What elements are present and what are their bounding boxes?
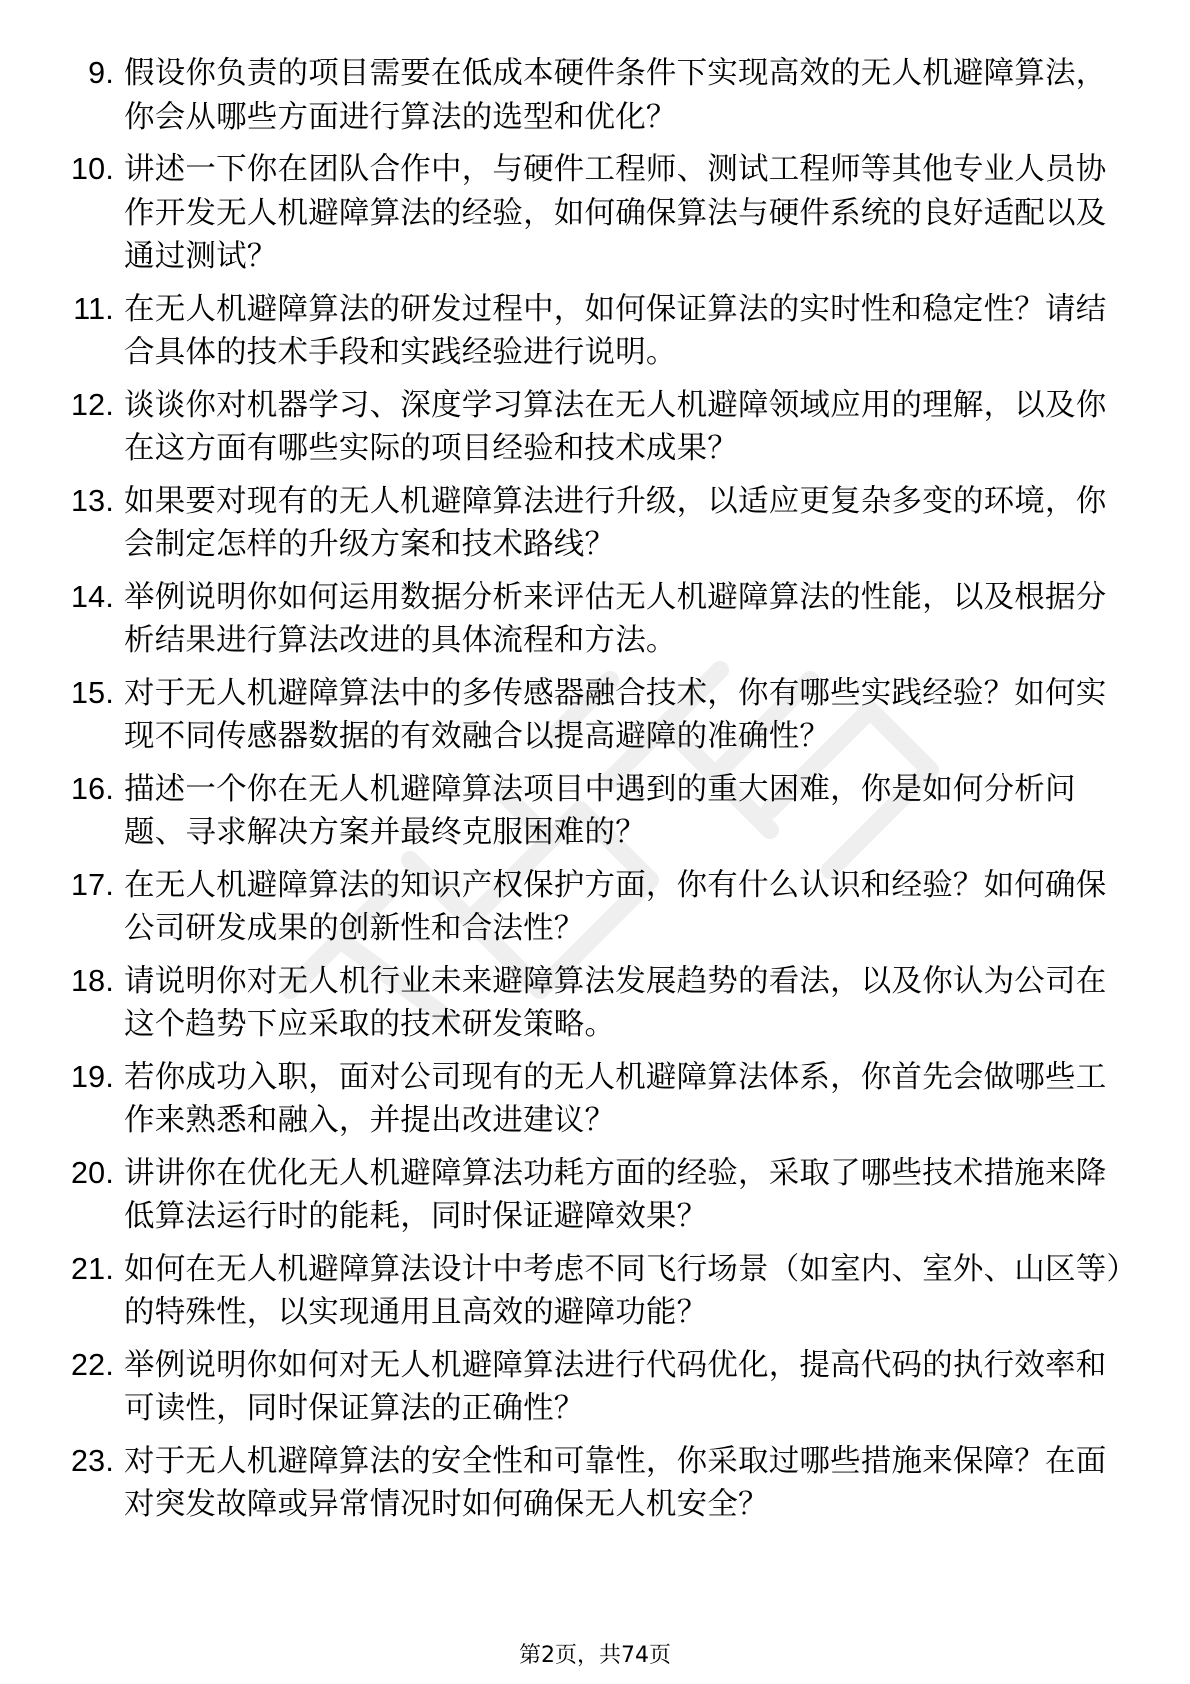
question-text: 在无人机避障算法的研发过程中，如何保证算法的实时性和稳定性？请结合具体的技术手段和实践经验进行说明。 <box>124 291 1107 370</box>
question-item-16 <box>62 768 1132 855</box>
question-text: 请说明你对无人机行业未来避障算法发展趋势的看法，以及你认为公司在这个趋势下应采取的技术研发策略。 <box>124 963 1107 1042</box>
question-item-10 <box>62 148 1132 279</box>
page-footer: 第2页，共74页 <box>519 1643 671 1668</box>
question-text: 举例说明你如何运用数据分析来评估无人机避障算法的性能，以及根据分析结果进行算法改进的具体流程和方法。 <box>124 579 1107 658</box>
question-number: 9. <box>88 56 114 90</box>
question-item-19 <box>62 1056 1132 1143</box>
question-list <box>62 52 1132 1536</box>
question-item-12 <box>62 384 1132 471</box>
question-text: 如何在无人机避障算法设计中考虑不同飞行场景（如室内、室外、山区等）的特殊性，以实现通用且高效的避障功能？ <box>124 1251 1122 1330</box>
question-item-18 <box>62 960 1132 1047</box>
question-item-17 <box>62 864 1132 951</box>
question-text: 假设你负责的项目需要在低成本硬件条件下实现高效的无人机避障算法，你会从哪些方面进行算法的选型和优化？ <box>124 56 1107 135</box>
question-item-23 <box>62 1440 1132 1527</box>
question-number: 23. <box>71 1443 114 1478</box>
question-number: 12. <box>71 387 114 422</box>
question-item-13 <box>62 480 1132 567</box>
question-number: 20. <box>71 1155 114 1190</box>
question-text: 如果要对现有的无人机避障算法进行升级，以适应更复杂多变的环境，你会制定怎样的升级方案和技术路线？ <box>124 483 1107 562</box>
question-text: 讲述一下你在团队合作中，与硬件工程师、测试工程师等其他专业人员协作开发无人机避障算法的经验，如何确保算法与硬件系统的良好适配以及通过测试？ <box>124 152 1107 274</box>
question-item-22 <box>62 1344 1132 1431</box>
question-number: 21. <box>71 1251 114 1286</box>
question-number: 13. <box>71 483 114 518</box>
question-number: 17. <box>71 867 114 902</box>
question-text: 举例说明你如何对无人机避障算法进行代码优化，提高代码的执行效率和可读性，同时保证算法的正确性？ <box>124 1347 1107 1426</box>
question-text: 对于无人机避障算法的安全性和可靠性，你采取过哪些措施来保障？在面对突发故障或异常情况时如何确保无人机安全？ <box>124 1443 1107 1522</box>
question-item-20 <box>62 1152 1132 1239</box>
question-item-21 <box>62 1248 1132 1335</box>
question-text: 在无人机避障算法的知识产权保护方面，你有什么认识和经验？如何确保公司研发成果的创新性和合法性？ <box>124 867 1107 946</box>
question-item-9 <box>62 52 1132 139</box>
question-number: 16. <box>71 771 114 806</box>
question-text: 讲讲你在优化无人机避障算法功耗方面的经验，采取了哪些技术措施来降低算法运行时的能耗，同时保证避障效果？ <box>124 1155 1107 1234</box>
question-number: 19. <box>71 1059 114 1094</box>
question-text: 描述一个你在无人机避障算法项目中遇到的重大困难，你是如何分析问题、寻求解决方案并最终克服困难的？ <box>124 771 1076 850</box>
question-item-15 <box>62 672 1132 759</box>
question-number: 15. <box>71 675 114 710</box>
question-number: 22. <box>71 1347 114 1382</box>
question-text: 对于无人机避障算法中的多传感器融合技术，你有哪些实践经验？如何实现不同传感器数据的有效融合以提高避障的准确性？ <box>124 675 1107 754</box>
question-text: 若你成功入职，面对公司现有的无人机避障算法体系，你首先会做哪些工作来熟悉和融入，并提出改进建议？ <box>124 1059 1107 1138</box>
question-item-14 <box>62 576 1132 663</box>
question-item-11 <box>62 288 1132 375</box>
question-number: 11. <box>73 291 114 326</box>
question-number: 10. <box>71 152 114 186</box>
question-number: 18. <box>71 963 114 998</box>
question-number: 14. <box>71 579 114 614</box>
question-text: 谈谈你对机器学习、深度学习算法在无人机避障领域应用的理解，以及你在这方面有哪些实际的项目经验和技术成果？ <box>124 387 1107 466</box>
